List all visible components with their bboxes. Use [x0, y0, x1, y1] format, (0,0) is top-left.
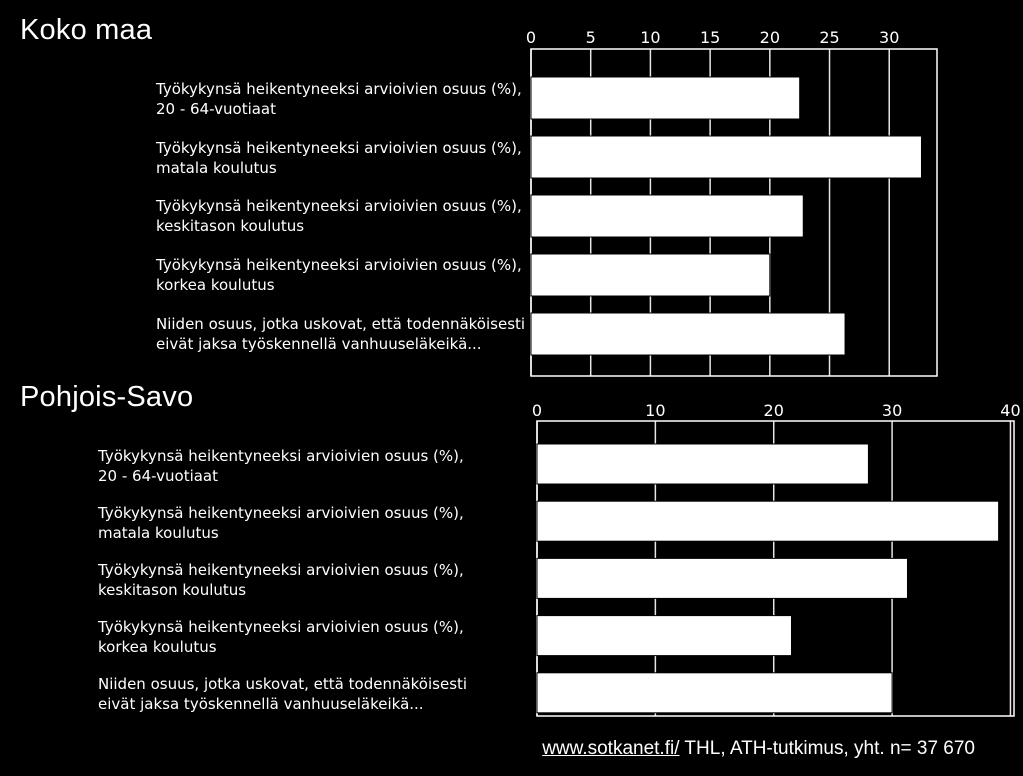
bar [531, 195, 803, 237]
bar [537, 616, 791, 656]
chart-title-koko-maa: Koko maa [20, 14, 153, 46]
x-tick-label: 15 [699, 28, 721, 47]
category-label: Työkykynsä heikentyneeksi arvioivien osuus (%), keskitason koulutus [98, 561, 464, 599]
category-label: Niiden osuus, jotka uskovat, että todennäköisesti eivät jaksa työskennellä vanhuuseläkeikä... [156, 315, 526, 353]
category-label: Työkykynsä heikentyneeksi arvioivien osuus (%), korkea koulutus [98, 618, 464, 656]
x-tick-label: 20 [759, 28, 781, 47]
bar [537, 444, 868, 484]
x-tick-label: 20 [763, 401, 784, 420]
sotkanet-link[interactable]: www.sotkanet.fi/ [542, 738, 680, 759]
bar [531, 254, 770, 296]
x-tick-label: 0 [525, 28, 537, 47]
chart-koko-maa [526, 28, 937, 376]
bar [531, 77, 800, 119]
category-label: Työkykynsä heikentyneeksi arvioivien osuus (%), korkea koulutus [156, 256, 522, 294]
source-footer [542, 738, 975, 760]
bar [531, 313, 845, 355]
bar [531, 136, 921, 178]
x-tick-label: 25 [819, 28, 840, 47]
x-tick-label: 5 [585, 28, 596, 47]
chart-title-pohjois-savo: Pohjois-Savo [20, 381, 194, 413]
x-tick-label: 30 [881, 401, 903, 420]
x-tick-label: 40 [1000, 401, 1021, 420]
source-text: THL, ATH-tutkimus, yht. n= 37 670 [679, 738, 975, 759]
category-label: Työkykynsä heikentyneeksi arvioivien osuus (%), 20 - 64-vuotiaat [156, 80, 522, 118]
category-label: Työkykynsä heikentyneeksi arvioivien osuus (%), matala koulutus [156, 139, 522, 177]
chart-pohjois-savo [532, 401, 1021, 716]
bar [537, 558, 907, 598]
x-tick-label: 0 [531, 401, 543, 420]
bar [537, 501, 999, 541]
category-label: Niiden osuus, jotka uskovat, että todennäköisesti eivät jaksa työskennellä vanhuuseläkeikä... [98, 675, 468, 713]
x-tick-label: 30 [879, 28, 900, 47]
category-label: Työkykynsä heikentyneeksi arvioivien osuus (%), keskitason koulutus [156, 197, 522, 235]
category-label: Työkykynsä heikentyneeksi arvioivien osuus (%), 20 - 64-vuotiaat [98, 447, 464, 485]
category-label: Työkykynsä heikentyneeksi arvioivien osuus (%), matala koulutus [98, 504, 464, 542]
x-tick-label: 10 [645, 401, 666, 420]
bar [537, 673, 892, 713]
x-tick-label: 10 [640, 28, 661, 47]
